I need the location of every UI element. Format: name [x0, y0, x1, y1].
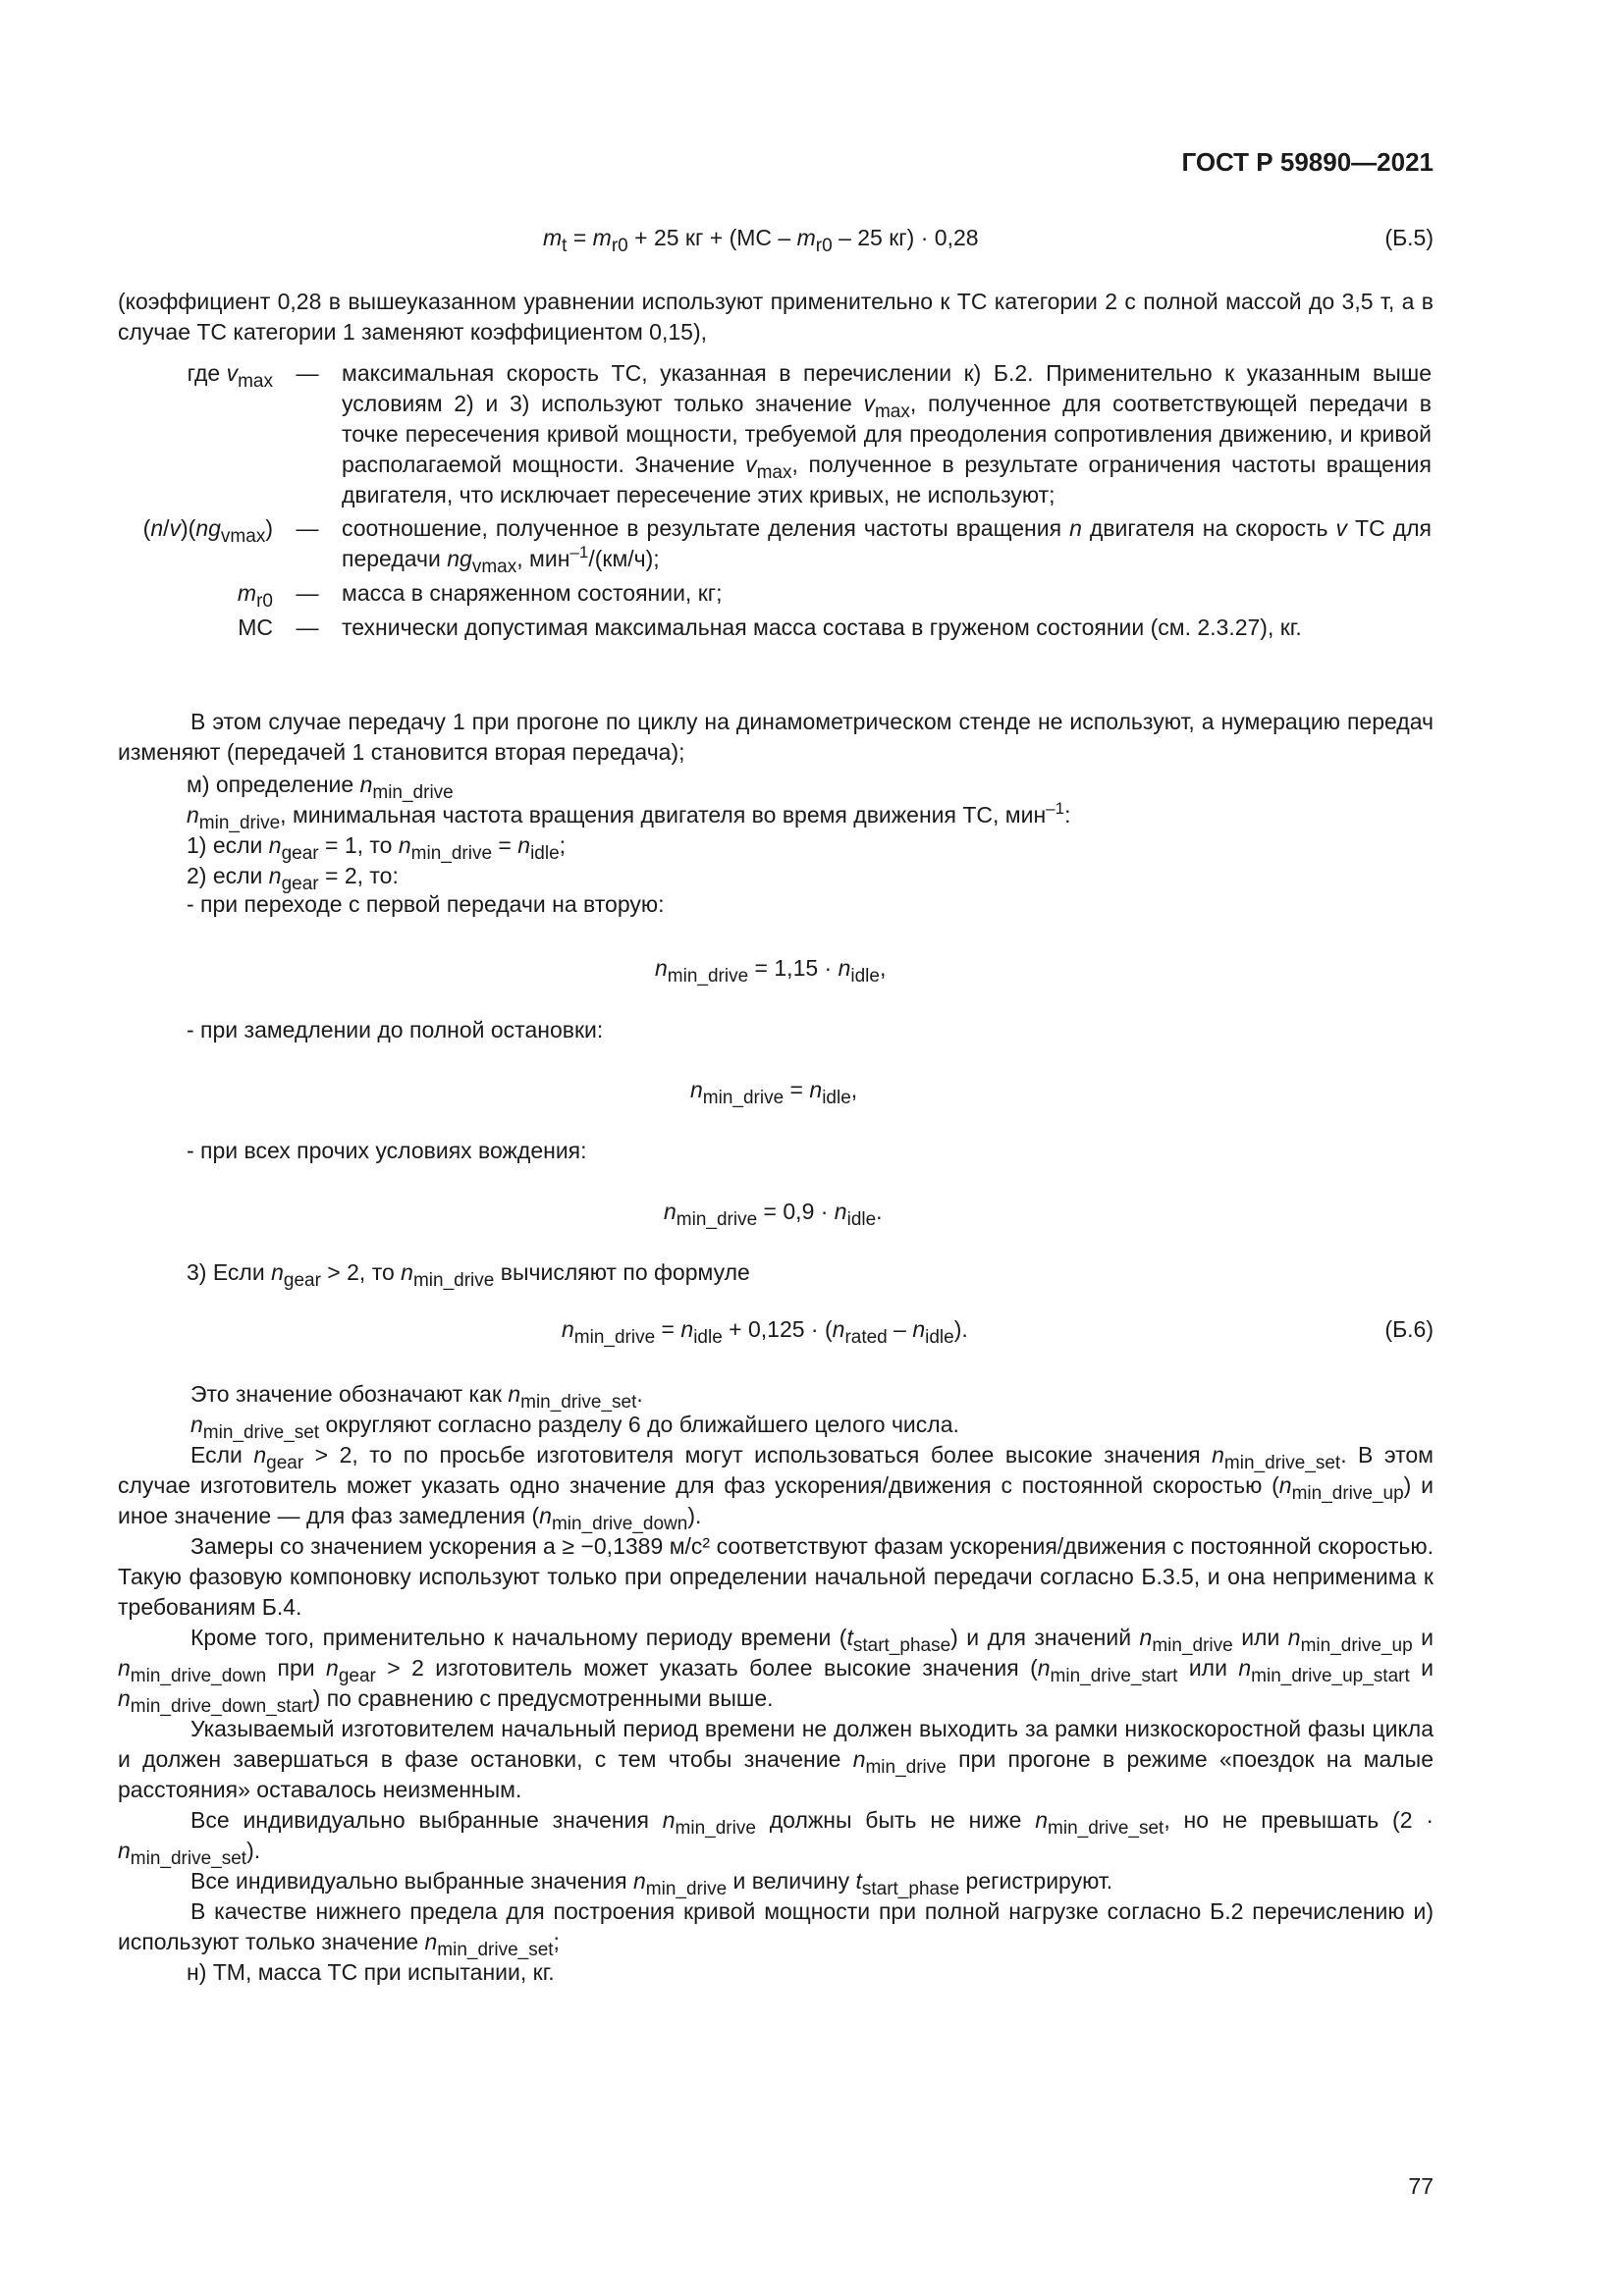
paragraph-gear-numbering: В этом случае передачу 1 при прогоне по циклу на динамометрическом стенде не используют, а нумерацию передач изменяют (передачей 1 становится вторая передача);: [118, 709, 1434, 765]
list-item-m: м) определение $n_{min\_drive}$: [187, 772, 454, 803]
paragraph-power-curve: В качестве нижнего предела для построения кривой мощности при полной нагрузке согласно Б.2 перечислению и) используют только значение $n_{min\_drive\_set}$;: [118, 1898, 1434, 1960]
equation-other: $n_{min\_drive} = 0,9 \cdot n_{idle}$.: [664, 1199, 883, 1230]
paragraph-phases: Замеры со значением ускорения a ≥ −0,1389 м/с² соответствуют фазам ускорения/движения с постоянной скоростью. Такую фазовую компоновку используют только при определении начальной передачи согласно Б.3.5, и она неприменима к требованиям Б.4.: [118, 1533, 1434, 1620]
equation-b5: $m_t = m_{r0} + 25$ кг + ($МС - m_{r0} - 25$ кг) · 0,28 (Б.5): [543, 225, 1434, 256]
paragraph-higher-values: Если $n_{gear} > 2$, то по просьбе изготовителя могут использоваться более высокие значения $n_{min\_drive\_set}$. В этом случае изготовитель может указать одно значение для фаз ускорения/движения с постоянной скоростью $(n_{min\_drive\_up})$ и иное значение — для фаз замедления $(n_{min\_drive\_down})$.: [118, 1442, 1434, 1534]
page-number: 77: [1408, 2173, 1434, 2199]
paragraph-limits: Все индивидуально выбранные значения $n_{min\_drive}$ должны быть не ниже $n_{min\_drive\_set}$, но не превышать $(2 \cdot n_{min\_drive\_set})$.: [118, 1807, 1435, 1869]
list-item-3: 3) Если $n_{gear} > 2$, то $n_{min\_drive}$ вычисляют по формуле: [187, 1259, 750, 1291]
list-item-n: н) ТМ, масса ТС при испытании, кг.: [187, 1959, 555, 1985]
document-header: ГОСТ Р 59890—2021: [1181, 147, 1434, 177]
equation-number: (Б.5): [1384, 225, 1434, 250]
paragraph-nmin-def: $n_{min\_drive}$, минимальная частота вращения двигателя во время движения ТС, мин$^{-1}$:: [187, 799, 1071, 833]
list-item-1: 1) если $n_{gear} = 1$, то $n_{min\_drive} = n_{idle}$;: [187, 832, 567, 864]
equation-decel: $n_{min\_drive} = n_{idle}$,: [690, 1077, 858, 1108]
equation-shift-up: $n_{min\_drive} = 1,15 \cdot n_{idle}$,: [655, 955, 887, 987]
definitions-list: [118, 358, 1434, 643]
list-item-2: 2) если $n_{gear} = 2$, то:: [187, 863, 399, 894]
equation-b6: $n_{min\_drive} = n_{idle} + 0,125 \cdot (n_{rated} - n_{idle})$. (Б.6): [562, 1316, 1434, 1348]
paragraph-nmin-set: Это значение обозначают как $n_{min\_drive\_set}$.: [190, 1381, 643, 1413]
definition-mr0: $m_{r0}$ — масса в снаряженном состоянии, кг;: [237, 580, 723, 612]
list-item-shift-up: - при переходе с первой передачи на вторую:: [187, 891, 665, 917]
paragraph-coefficient: (коэффициент 0,28 в вышеуказанном уравнении используют применительно к ТС категории 2 с полной массой до 3,5 т, а в случае ТС категории 1 заменяют коэффициентом 0,15),: [118, 289, 1434, 345]
definition-n-v-ratio: $(n/v)(ng_{vmax})$ — соотношение, полученное в результате деления частоты вращения n двигателя на скорость v ТС для передачи $ng_{vmax}$, мин$^{-1}$/(км/ч);: [142, 515, 1432, 577]
paragraph-rounding: $n_{min\_drive\_set}$ округляют согласно разделу 6 до ближайшего целого числа.: [190, 1412, 959, 1443]
equation-number: (Б.6): [1384, 1316, 1434, 1342]
list-item-other: - при всех прочих условиях вождения:: [187, 1138, 587, 1163]
list-item-decel: - при замедлении до полной остановки:: [187, 1017, 604, 1042]
paragraph-low-speed-phase: Указываемый изготовителем начальный период времени не должен выходить за рамки низкоскоростной фазы цикла и должен завершаться в фазе остановки, с тем чтобы значение $n_{min\_drive}$ при прогоне в режиме «поездок на малые расстояния» оставалось неизменным.: [118, 1716, 1434, 1802]
definition-vmax: где $v_{max}$ — максимальная скорость ТС, указанная в перечислении к) Б.2. Применительно к указанным выше условиям 2) и 3) используют только значение $v_{max}$, полученное для соответствующей передачи в точке пересечения кривой мощности, требуемой для преодоления сопротивления движению, и кривой располагаемой мощности. Значение $v_{max}$, полученное в результате ограничения частоты вращения двигателя, что исключает пересечение этих кривых, не используют;: [187, 360, 1433, 507]
definition-mc: МС — технически допустимая максимальная масса состава в груженом состоянии (см. 2.3.27), кг.: [238, 614, 1302, 640]
paragraph-start-phase: Кроме того, применительно к начальному периоду времени $(t_{start\_phase})$ и для значений $n_{min\_drive}$ или $n_{min\_drive\_up}$ и $n_{min\_drive\_down}$ при $n_{gear} > 2$ изготовитель может указать более высокие значения ($n_{min\_drive\_start}$ или $n_{min\_drive\_up\_start}$ и $n_{min\_drive\_down\_start}$) по сравнению с предусмотренными выше.: [118, 1625, 1434, 1717]
paragraph-register: Все индивидуально выбранные значения $n_{min\_drive}$ и величину $t_{start\_phase}$ регистрируют.: [190, 1868, 1113, 1899]
